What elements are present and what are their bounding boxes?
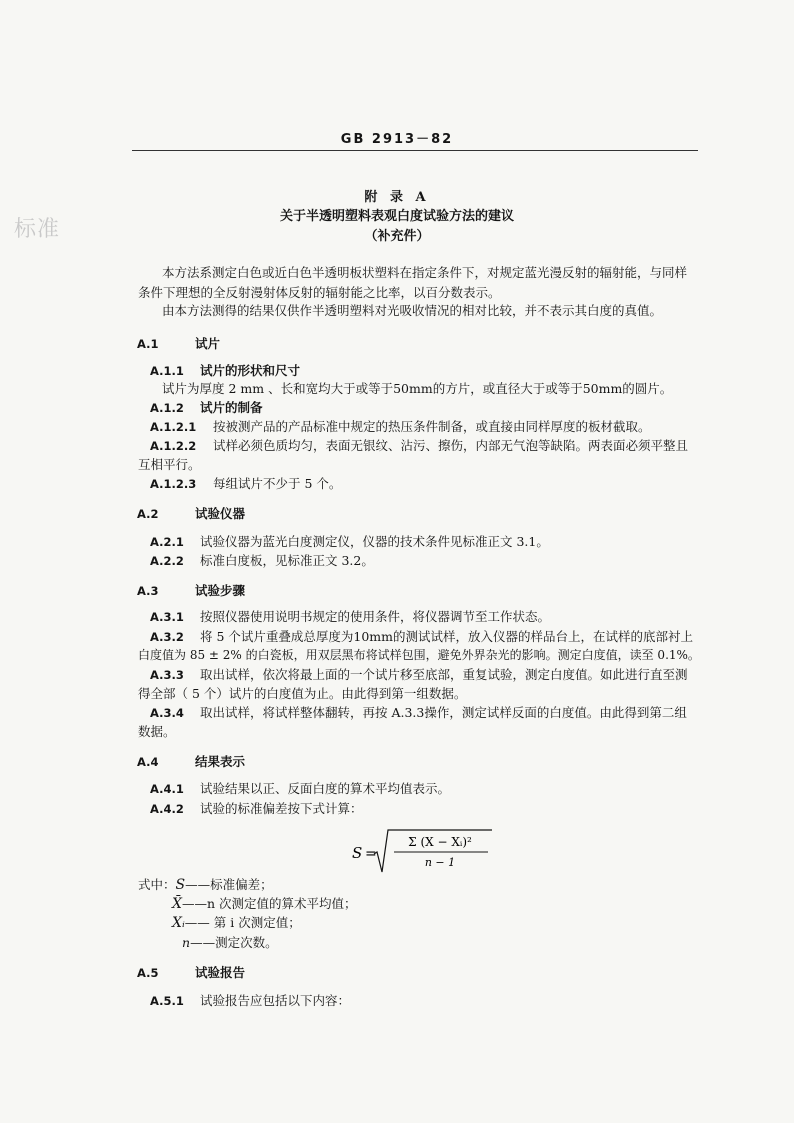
section-a32 [150, 627, 693, 645]
section-text: 按被测产品的产品标准中规定的热压条件制备，或直接由同样厚度的板材截取。 [213, 419, 651, 434]
legend-row-2 [172, 894, 357, 912]
section-a111-text: 试片为厚度 2 mm 、长和宽均大于或等于50mm的方片，或直径大于或等于50mm的圆片。 [162, 381, 673, 396]
intro-p1-line1: 本方法系测定白色或近白色半透明板状塑料在指定条件下，对规定蓝光漫反射的辐射能，与同样 [162, 265, 688, 280]
section-a51 [150, 991, 350, 1009]
section-a31 [150, 607, 550, 625]
section-num: A.5 [137, 966, 159, 980]
section-a33-cont: 得全部（ 5 个）试片的白度值为止。由此得到第一组数据。 [138, 686, 467, 701]
section-num: A.1 [137, 337, 159, 351]
header-rule [132, 150, 698, 151]
section-num: A.2 [137, 507, 159, 521]
section-num: A.3.4 [150, 706, 184, 720]
section-title: 结果表示 [195, 754, 246, 769]
formula-graphic [352, 828, 492, 880]
formula-numerator: Σ (X − Xᵢ)² [408, 835, 472, 849]
section-a5-heading [137, 963, 245, 981]
section-num: A.1.2.1 [150, 420, 197, 434]
section-a1122 [150, 436, 688, 454]
section-a4-heading [137, 752, 245, 770]
legend-desc: ——n 次测定值的算术平均值； [181, 896, 357, 911]
section-text: 取出试样，将试样整体翻转，再按 A.3.3操作，测定试样反面的白度值。由此得到第二组 [200, 705, 687, 720]
section-num: A.4 [137, 755, 159, 769]
formula-lhs: S [352, 844, 363, 862]
section-a22 [150, 551, 374, 569]
section-num: A.1.1 [150, 364, 184, 378]
section-num: A.3.3 [150, 668, 184, 682]
appendix-label: 附 录 A [364, 190, 430, 205]
section-num: A.1.2.3 [150, 477, 197, 491]
section-text: 试验报告应包括以下内容： [200, 993, 351, 1008]
section-num: A.2.1 [150, 535, 184, 549]
section-title: 试片的形状和尺寸 [200, 363, 301, 378]
section-title: 试验步骤 [195, 583, 246, 598]
intro-p1-line2: 条件下理想的全反射漫射体反射的辐射能之比率，以百分数表示。 [138, 285, 501, 300]
section-a34-cont: 数据。 [138, 724, 176, 739]
section-title: 试片的制备 [200, 400, 263, 415]
section-num: A.1.2 [150, 401, 184, 415]
standard-code: GB 2913－82 [340, 132, 454, 147]
section-text: 试样必须色质均匀，表面无银纹、沾污、擦伤，内部无气泡等缺陷。两表面必须平整且 [213, 438, 689, 453]
section-num: A.3.1 [150, 610, 184, 624]
section-text: 按照仪器使用说明书规定的使用条件，将仪器调节至工作状态。 [200, 609, 551, 624]
section-text: 将 5 个试片重叠成总厚度为10mm的测试试样，放入仪器的样品台上，在试样的底部衬上 [200, 629, 694, 644]
section-a3-heading [137, 581, 245, 599]
section-a33 [150, 665, 688, 683]
section-a42 [150, 799, 363, 817]
section-text: 试验结果以正、反面白度的算术平均值表示。 [200, 781, 451, 796]
section-a1121 [150, 417, 651, 435]
legend-symbol: Xᵢ [172, 915, 185, 931]
legend-row-3 [172, 913, 301, 931]
section-a2-heading [137, 504, 245, 522]
legend-symbol: X̄ [172, 896, 182, 912]
legend-desc: ——标准偏差； [185, 877, 273, 892]
formula-equals: = [365, 846, 377, 862]
section-num: A.1.2.2 [150, 439, 197, 453]
section-a32-cont: 白度值为 85 ± 2% 的白瓷板，用双层黑布将试样包围，避免外界杂光的影响。测定白度值，读至 0.1%。 [138, 648, 700, 662]
section-text: 标准白度板，见标准正文 3.2。 [200, 553, 374, 568]
std-dev-formula [352, 828, 492, 884]
section-num: A.4.2 [150, 802, 184, 816]
legend-row-4 [182, 933, 278, 951]
legend-desc: —— 第 i 次测定值； [184, 915, 301, 930]
section-a112-heading [150, 398, 263, 416]
section-text: 试验的标准偏差按下式计算： [200, 801, 363, 816]
section-a34 [150, 703, 687, 721]
legend-symbol: n [182, 935, 191, 950]
section-title: 试验报告 [195, 965, 246, 980]
section-num: A.3 [137, 584, 159, 598]
section-a1123 [150, 474, 341, 492]
section-text: 试验仪器为蓝光白度测定仪，仪器的技术条件见标准正文 3.1。 [200, 534, 549, 549]
section-num: A.5.1 [150, 994, 184, 1008]
section-text: 取出试样，依次将最上面的一个试片移至底部，重复试验，测定白度值。如此进行直至测 [200, 667, 688, 682]
section-num: A.2.2 [150, 554, 184, 568]
legend-symbol: S [175, 877, 186, 893]
intro-p2: 由本方法测得的结果仅供作半透明塑料对光吸收情况的相对比较，并不表示其白度的真值。 [162, 303, 663, 318]
appendix-title: 关于半透明塑料表观白度试验方法的建议 [279, 209, 514, 224]
section-title: 试片 [195, 336, 221, 351]
section-a41 [150, 779, 450, 797]
legend-row-1 [138, 875, 273, 893]
section-num: A.3.2 [150, 630, 184, 644]
section-title: 试验仪器 [195, 506, 246, 521]
section-a1122-cont: 互相平行。 [138, 457, 201, 472]
section-a111-heading [150, 361, 300, 379]
formula-denominator: n − 1 [424, 856, 456, 869]
legend-prefix: 式中： [138, 877, 176, 892]
appendix-note: （补充件） [364, 229, 430, 244]
section-text: 每组试片不少于 5 个。 [213, 476, 342, 491]
section-a21 [150, 532, 549, 550]
section-num: A.4.1 [150, 782, 184, 796]
watermark: 标准 [14, 217, 61, 242]
legend-desc: ——测定次数。 [190, 935, 278, 950]
section-a1-heading [137, 334, 220, 352]
